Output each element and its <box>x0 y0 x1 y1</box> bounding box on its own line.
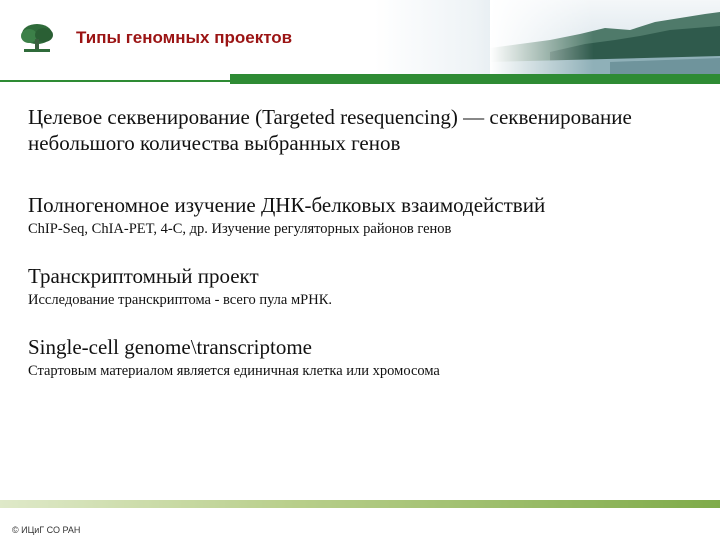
footer-copyright: © ИЦиГ СО РАН <box>12 525 81 535</box>
list-item <box>28 192 545 238</box>
item-heading: Single-cell genome\transcriptome <box>28 335 312 359</box>
footer-divider <box>0 500 720 508</box>
item-heading: Целевое секвенирование (Targeted resequencing) — секвенирование <box>28 105 632 129</box>
header-divider-thin <box>0 80 230 82</box>
item-heading: Транскриптомный проект <box>28 264 259 288</box>
list-item <box>28 263 332 309</box>
list-item <box>28 104 632 156</box>
page-title: Типы геномных проектов <box>76 28 293 47</box>
item-description: ChIP-Seq, ChIA-PET, 4-C, др. Изучение регуляторных районов генов <box>28 221 452 237</box>
tree-logo-icon <box>18 22 56 54</box>
item-heading-continuation: небольшого количества выбранных генов <box>28 131 401 155</box>
item-heading: Полногеномное изучение ДНК-белковых взаимодействий <box>28 193 546 217</box>
item-description: Стартовым материалом является единичная клетка или хромосома <box>28 363 440 379</box>
header-divider <box>230 74 720 84</box>
item-description: Исследование транскриптома - всего пула мРНК. <box>28 292 332 308</box>
forest-landscape-icon <box>490 0 720 78</box>
list-item <box>28 334 440 380</box>
